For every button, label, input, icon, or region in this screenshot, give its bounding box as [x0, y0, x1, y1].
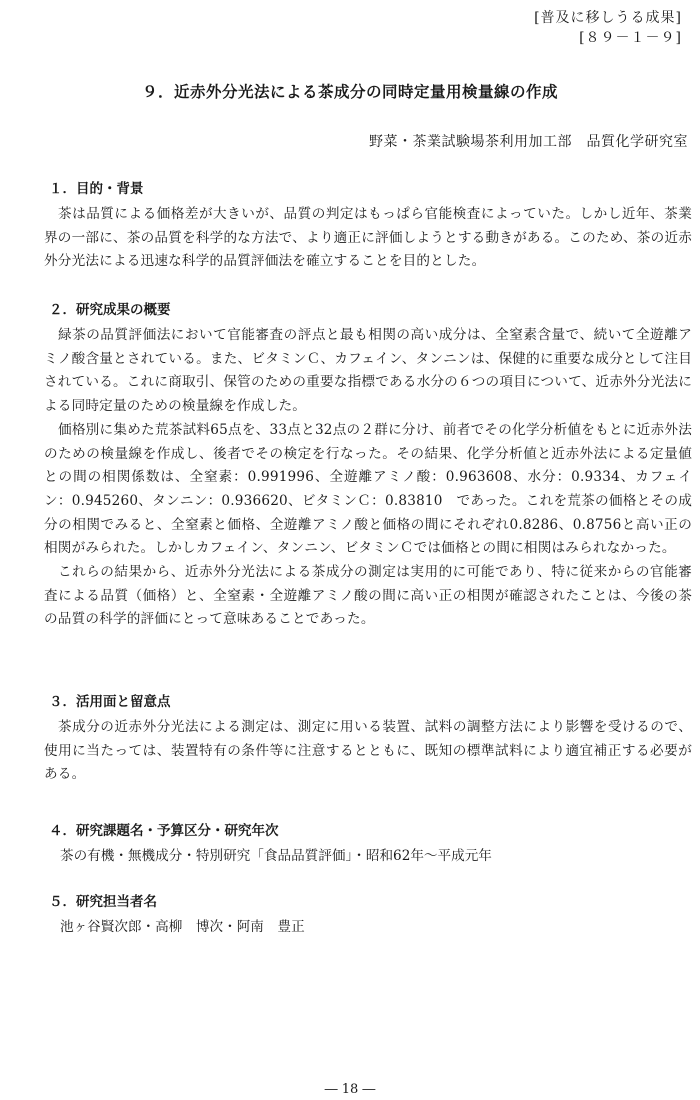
- section-results: [44, 300, 692, 632]
- affiliation: 野菜・茶業試験場茶利用加工部 品質化学研究室: [369, 134, 688, 150]
- section-project-info: [44, 821, 692, 868]
- paragraph: 茶は品質による価格差が大きいが、品質の判定はもっぱら官能検査によっていた。しかし近年、茶業界の一部に、茶の品質を科学的な方法で、より適正に評価しようとする動きがある。このため、茶の近赤外分光法による迅速な科学的品質評価法を確立することを目的とした。: [44, 206, 692, 270]
- researchers-text: 池ヶ谷賢次郎・高柳 博次・阿南 豊正: [60, 919, 305, 935]
- section-heading: ５．研究担当者名: [49, 894, 157, 910]
- paragraph: 価格別に集めた荒茶試料65点を、33点と32点の２群に分け、前者でその化学分析値をもとに近赤外法のための検量線を作成し、後者でその検定を行なった。その結果、化学分析値と近赤外法による定量値との間の相関係数は、全窒素：0.991996、全遊離アミノ酸：0.963608、水分：0.9334、カフェイン：0.945260、タンニン：0.936620、ビタミンＣ：0.83810 であった。これを荒茶の価格とその成分の相関でみると、全窒素と価格、全遊離アミノ酸と価格の間にそれぞれ0.8286、0.8756と高い正の相関がみられた。しかしカフェイン、タンニン、ビタミンＣでは価格との間に相関はみられなかった。: [44, 421, 692, 557]
- classification-tag-line2: [８９－１－９]: [579, 30, 682, 46]
- paragraph: 茶成分の近赤外分光法による測定は、測定に用いる装置、試料の調整方法により影響を受けるので、使用に当たっては、装置特有の条件等に注意するとともに、既知の標準試料により適宜補正する必要がある。: [44, 719, 692, 783]
- project-info-text: 茶の有機・無機成分・特別研究「食品品質評価」・昭和62年～平成元年: [60, 848, 492, 864]
- page-number: ― 18 ―: [324, 1082, 376, 1097]
- section-heading: ３．活用面と留意点: [49, 694, 171, 710]
- section-heading: ４．研究課題名・予算区分・研究年次: [49, 823, 279, 839]
- section-purpose: [44, 179, 692, 274]
- document-title: ９．近赤外分光法による茶成分の同時定量用検量線の作成: [141, 83, 558, 101]
- paragraph: 緑茶の品質評価法において官能審査の評点と最も相関の高い成分は、全窒素含量で、続いて全遊離アミノ酸含量とされている。また、ビタミンＣ、カフェイン、タンニンは、保健的に重要な成分として注目されている。これに商取引、保管のための重要な指標である水分の６つの項目について、近赤外分光法による同時定量のための検量線を作成した。: [44, 327, 692, 415]
- section-usage-notes: [44, 692, 692, 787]
- section-heading: １．目的・背景: [49, 181, 144, 197]
- classification-tag-line1: [普及に移しうる成果]: [534, 10, 682, 26]
- section-researchers: [44, 892, 692, 939]
- classification-tag: [534, 8, 682, 48]
- paragraph: これらの結果から、近赤外分光法による茶成分の測定は実用的に可能であり、特に従来からの官能審査による品質（価格）と、全窒素・全遊離アミノ酸の間に高い正の相関が確認されたことは、今後の茶の品質の科学的評価にとって意味あることであった。: [44, 564, 692, 628]
- section-heading: ２．研究成果の概要: [49, 302, 171, 318]
